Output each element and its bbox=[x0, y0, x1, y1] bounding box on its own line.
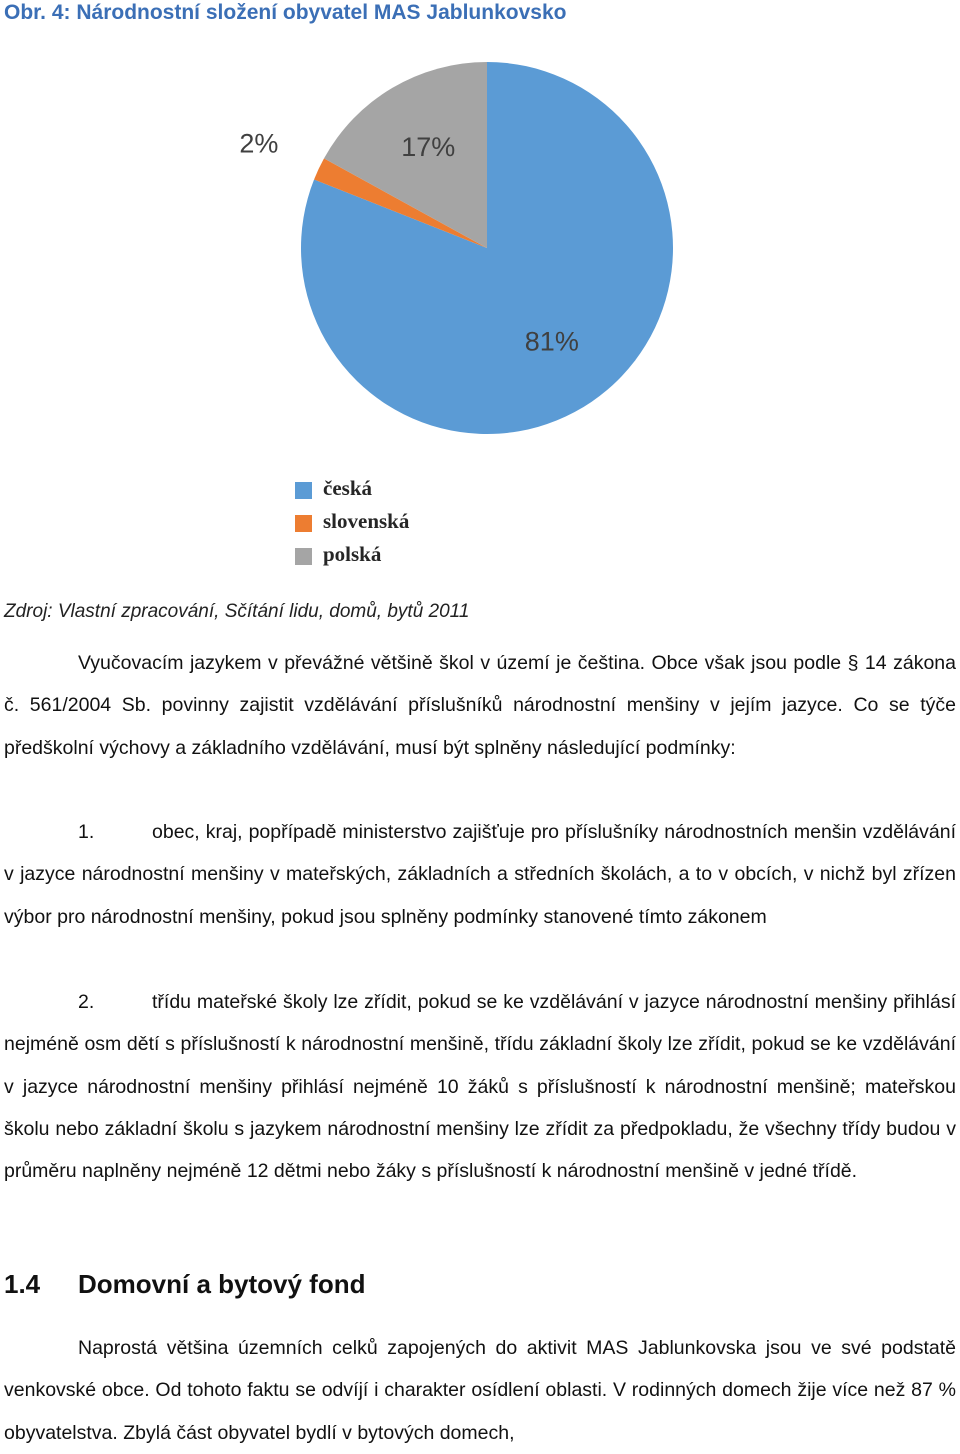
pie-value-label-1: 2% bbox=[239, 128, 279, 159]
section-number: 1.4 bbox=[4, 1269, 41, 1299]
figure-source: Zdroj: Vlastní zpracování, Sčítání lidu, domů, bytů 2011 bbox=[4, 601, 470, 622]
legend-swatch-0 bbox=[295, 482, 312, 499]
legend-label-1: slovenská bbox=[323, 508, 410, 533]
legend-label-0: česká bbox=[323, 475, 372, 500]
pie-chart-svg bbox=[0, 0, 960, 600]
figure-caption: Obr. 4: Národnostní složení obyvatel MAS Jablunkovsko bbox=[4, 1, 567, 24]
pie-value-label-0: 81% bbox=[524, 326, 579, 357]
list-item-2-number: 2. bbox=[78, 991, 95, 1013]
paragraph-intro bbox=[4, 642, 956, 769]
pie-chart bbox=[0, 0, 960, 600]
list-item-1-number: 1. bbox=[78, 821, 95, 843]
list-item-2 bbox=[4, 981, 956, 1192]
legend-label-2: polská bbox=[323, 541, 382, 566]
list-item-2-text: třídu mateřské školy lze zřídit, pokud se ke vzdělávání v jazyce národnostní menšiny přihlásí nejméně osm dětí s příslušností k národnostní menšině, třídu základní školy lze zřídit, pokud se ke vzdělávání v jazyce národnostní menšiny přihlásí nejméně 10 žáků s příslušností k národnostní menšině; mateřskou školu nebo základní školu s jazykem národnostní menšiny lze zřídit za předpokladu, že všechny třídy budou v průměru naplněny nejméně 12 dětmi nebo žáky s příslušností k národnostní menšině v jedné třídě. bbox=[4, 991, 956, 1183]
list-item-1-text: obec, kraj, popřípadě ministerstvo zajišťuje pro příslušníky národnostních menšin vzdělávání v jazyce národnostní menšiny v mateřských, základních a středních školách, a to v obcích, v nichž byl zřízen výbor pro národnostní menšiny, pokud jsou splněny podmínky stanovené tímto zákonem bbox=[4, 821, 956, 928]
legend-swatch-2 bbox=[295, 548, 312, 565]
section-paragraph-text: Naprostá většina územních celků zapojených do aktivit MAS Jablunkovska jsou ve své podstatě venkovské obce. Od tohoto faktu se odvíjí i charakter osídlení oblasti. V rodinných domech žije více než 87 % obyvatelstva. Zbylá část obyvatel bydlí v bytových domech, bbox=[4, 1337, 956, 1444]
pie-value-label-2: 17% bbox=[401, 131, 456, 162]
section-heading bbox=[4, 1267, 365, 1301]
section-title: Domovní a bytový fond bbox=[78, 1269, 366, 1299]
section-paragraph bbox=[4, 1327, 956, 1454]
paragraph-intro-text: Vyučovacím jazykem v převážné většině škol v území je čeština. Obce však jsou podle § 14 zákona č. 561/2004 Sb. povinny zajistit vzdělávání příslušníků národnostní menšiny v jejím jazyce. Co se týče předškolní výchovy a základního vzdělávání, musí být splněny následující podmínky: bbox=[4, 652, 956, 759]
legend-swatch-1 bbox=[295, 515, 312, 532]
list-item-1 bbox=[4, 811, 956, 938]
